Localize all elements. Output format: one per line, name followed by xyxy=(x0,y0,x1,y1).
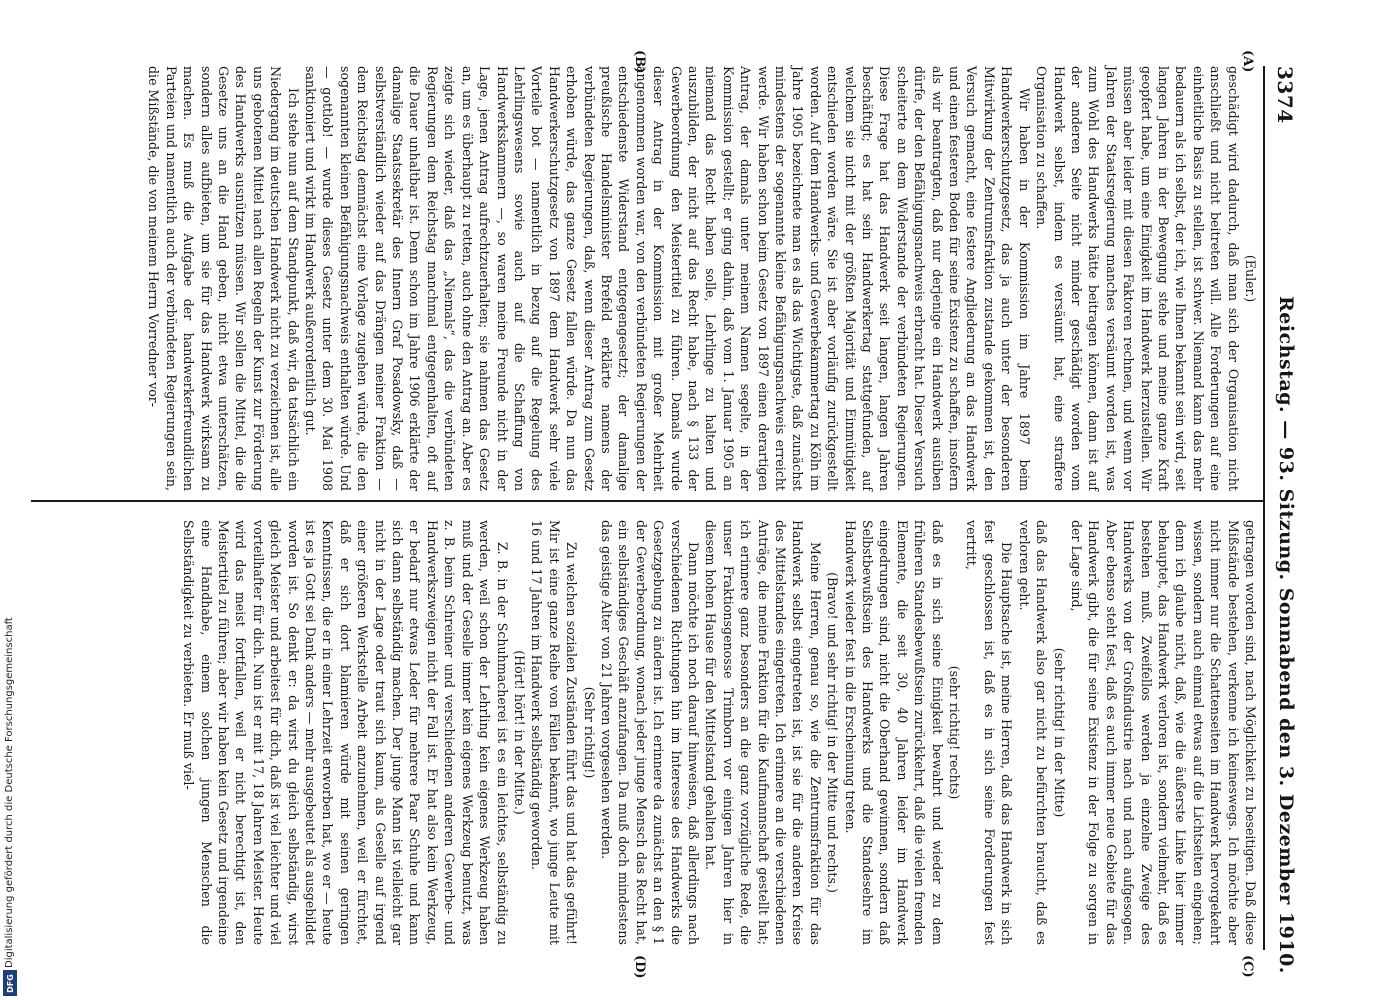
right-column xyxy=(181,520,1259,946)
margin-marker-a: (A) xyxy=(1240,50,1255,73)
margin-marker-b: (B) xyxy=(632,50,647,74)
interjection: (sehr richtig! in der Mitte) xyxy=(1051,647,1067,818)
paragraph: Dann möchte ich noch darauf hinweisen, daß allerdings nach verschiedenen Richtungen hin im Interesse des Handwerks die Gesetzgebung zu ändern ist. Ich erinnere da zunächst an den § 1 der Gewerbeordnung, wonach jeder junge Mensch das Recht hat, ein selbständiges Geschäft anzufangen. Da muß doch mindestens das geistige Alter von 21 Jahren vorgesehen werden. xyxy=(598,520,701,945)
speaker-name: (Euler.) xyxy=(1243,254,1258,303)
digitization-credit-text: Digitalisierung gefördert durch die Deutsche Forschungsgemeinschaft xyxy=(4,617,15,968)
page-header xyxy=(1263,66,1303,974)
paragraph: Zu welchen sozialen Zuständen führt das und hat das geführt! Mir ist eine ganze Reihe von Fällen bekannt, wo junge Leute mit 16 und 17 Jahren im Handwerk selbständig geworden. xyxy=(529,520,580,945)
paragraph: Z. B. in der Schuhmacherei ist es ein leichtes, selbständig zu werden, weil schon der Lehrling kein eigenes Werkzeug haben muß und der Geselle immer kein eigenes Werkzeug benutzt, was z. B. beim Schreiner und verschiedenen anderen Gewerbe- und Handwerkszweigen nicht der Fall ist. Er hat also kein Werkzeug, er bedarf nur etwas Leder für mehrere Paar Schuhe und kann sich dann selbständig machen. Der junge Mann ist vielleicht gar nicht in der Lage oder traut sich kaum, als Geselle auf irgend einer größeren Werkstelle Arbeit anzunehmen, weil er fürchtet, daß er sich dort blamieren würde mit seinen geringen Kenntnissen, die er in einer Lehrzeit erworben hat, wo er — heute ist es ja Gott sei Dank anders — mehr ausgebeutet als ausgebildet worden ist. So denkt er: da wirst du gleich selbständig, wirst gleich Meister und arbeitest für dich, daß ist viel leichter und viel vorteilhafter für dich. Nun ist er mit 17, 18 Jahren Meister. Heute wird das meist fortfallen, weil er nicht berechtigt ist, den Meistertitel zu führen; aber wir haben kein Gesetz und irgendeine eine Handhabe, einem solchen jungen Menschen die Selbständigkeit zu verbieten. Er muß viel- xyxy=(181,520,510,946)
paragraph: daß das Handwerk also gar nicht zu befürchten braucht, daß es verloren geht. xyxy=(1016,520,1050,945)
paragraph: getragen worden sind, nach Möglichkeit zu beseitigen. Daß diese Mißstände bestehen, verkenne ich keineswegs. Ich möchte aber nicht immer nur die Schattenseiten im Handwerk hervorgekehrt wissen, sondern auch einmal etwas auf die Lichtseiten eingehen; denn ich glaube nicht, daß, wie die äußerste Linke hier immer behauptet, das Handwerk verloren ist, sondern vielmehr, daß es bestehen muß. Zweifellos werden ja einzelne Zweige des Handwerks von der Großindustrie nach und nach aufgesogen. Aber ebenso steht fest, daß es auch immer neue Gebiete für das Handwerk gibt, die für seine Existenz in der Folge zu sorgen in der Lage sind, xyxy=(1068,520,1258,945)
interjection: (Sehr richtig!) xyxy=(581,686,597,779)
interjection: (Hört! hört! in der Mitte.) xyxy=(511,650,527,815)
interjection: (sehr richtig! rechts) xyxy=(947,665,963,800)
left-column xyxy=(34,66,1259,491)
running-head: Reichstag. — 93. Sitzung. Sonnabend den 3. Dezember 1910. xyxy=(1275,296,1297,974)
dfg-logo-text: DFG xyxy=(5,973,15,993)
paragraph: Ich stehe nun auf dem Standpunkt, daß wir, da tatsächlich ein Niedergang im deutschen Handwerk nicht zu verzeichnen ist, alle uns gebotenen Mittel nach allen Regeln der Kunst zur Förderung des Handwerks ausnützen müssen. Wir sollen die Mittel, die die Gesetze uns an die Hand geben, nicht etwa unterschätzen, sondern alles aufbieten, um sie für das Handwerk wirksam zu machen. Es muß die Aufgabe der handwerkerfreundlichen Parteien und namentlich auch der verbündeten Regierungen sein, die Mißstände, die von meinem Herrn Vorredner vor- xyxy=(146,66,301,491)
paragraph: Die Hauptsache ist, meine Herren, daß das Handwerk in sich fest geschlossen ist, daß es in sich seine Forderungen fest vertritt, xyxy=(964,520,1015,945)
paragraph: Wir haben in der Kommission im Jahre 1897 beim Handwerkerschutzgesetz, das ja auch unter der besonderen Mitwirkung der Zentrumsfraktion zustande gekommen ist, den Versuch gemacht, eine festere Angliederung an das Handwerk und einen festeren Boden für seine Existenz zu schaffen, insofern als wir beantragten, daß nur derjenige ein Handwerk ausüben dürfe, der den Befähigungsnachweis erbracht hat. Dieser Versuch scheiterte an dem Widerstande der verbündeten Regierungen. Diese Frage hat das Handwerk seit langen, langen Jahren beschäftigt; es hat sein Handwerkertag stattgefunden, auf welchem sie nicht mit der größten Majorität und Einmütigkeit entschieden worden wäre. Sie ist aber vorläufig zurückgestellt worden. Auf dem Handwerks- und Gewerbekammertag zu Köln im Jahre 1905 bezeichnete man es als das Wichtigste, daß zunächst mindestens der sogenannte kleine Befähigungsnachweis erreicht werde. Wir haben schon beim Gesetz von 1897 einen derartigen Antrag, der damals unter meinem Namen segelte, in der Kommission gestellt; er ging dahin, daß vom 1. Januar 1905 an niemand das Recht haben solle, Lehrlinge zu halten und auszubilden, der nicht auf das Recht habe, nach § 133 der Gewerbeordnung den Meistertitel zu führen. Damals wurde dieser Antrag in der Kommission mit großer Mehrheit angenommen worden war, von den verbündeten Regierungen der entschiedenste Widerstand entgegengesetzt; der damalige preußische Handelsminister Brefeld erklärte namens der verbündeten Regierungen, daß, wenn dieser Antrag zum Gesetz erhoben würde, das ganze Gesetz fallen würde. Da nun das Handwerkerschutzgesetz von 1897 dem Handwerk sehr viele Vorteile bot — namentlich in bezug auf die Regelung des Lehrlingswesens sowie auch auf die Schaffung von Handwerkskammern —, so waren meine Freunde nicht in der Lage, jenen Antrag aufrechtzuerhalten; sie nahmen das Gesetz an, um es überhaupt zu retten, auch ohne den Antrag an. Aber es zeigte sich wieder, daß das „Niemals“, das die verbündeten Regierungen dem Reichstag manchmal entgegenhalten, oft auf die Dauer unhaltbar ist. Denn schon im Jahre 1906 erklärte der damalige Staatssekretär des Innern Graf Posadowsky, daß — selbstverständlich wieder auf das Drängen meiner Fraktion — dem Reichstag demnächst eine Vorlage zugehen würde, die den sogenannten kleinen Befähigungsnachweis enthalten würde. Und — gottlob! — wurde dieses Gesetz unter dem 30. Mai 1908 sanktioniert und wirkt im Handwerk außerordentlich gut. xyxy=(303,66,1032,491)
margin-marker-c: (C) xyxy=(1240,955,1255,978)
paragraph: Meine Herren, genau so, wie die Zentrumsfraktion für das Handwerk selbst eingetreten ist, ist sie für die anderen Kreise des Mittelstandes eingetreten. Ich erinnere an die verschiedenen Anträge, die meine Fraktion für die Kaufmannschaft gestellt hat; ich erinnere ganz besonders an die ganz vorzügliche Rede, die unser Fraktionsgenosse Trimborn vor einigen Jahren hier in diesem hohen Hause für den Mittelstand gehalten hat. xyxy=(703,520,823,945)
column-rule xyxy=(31,500,1263,502)
header-rule xyxy=(1263,66,1265,950)
paragraph: daß es in sich seine Einigkeit bewahrt und wieder zu dem früheren Standesbewußtsein zurückkehrt, daß die vielen fremden Elemente, die seit 30, 40 Jahren leider im Handwerk eingedrungen sind, nicht die Oberhand gewinnen, sondern daß Selbstbewußtsein des Handwerks und die Standesehre im Handwerk wieder fest in die Erscheinung treten. xyxy=(842,520,945,945)
margin-marker-d: (D) xyxy=(632,955,647,979)
interjection: (Bravo! und sehr richtig! in der Mitte und rechts.) xyxy=(825,572,841,893)
paragraph: geschädigt wird dadurch, daß man sich der Organisation nicht anschließt und nicht beitreten will. Alle Forderungen auf eine einheitliche Basis zu stellen, ist schwer. Niemand kann das mehr bedauern als ich selbst, der ich, wie Ihnen bekannt sein wird, seit langen Jahren in der Bewegung stehe und meine ganze Kraft geopfert habe, um eine Einigkeit im Handwerk herzustellen. Wir müssen aber leider mit diesen Faktoren rechnen, und wenn vor Jahren der Staatsregierung manches versäumt worden ist, was zum Wohl des Handwerks hätte beitragen können, dann ist auf der anderen Seite nicht minder geschädigt worden vom Handwerk selbst, indem es versäumt hat, eine straffere Organisation zu schaffen. xyxy=(1034,66,1241,491)
page-number: 3374 xyxy=(1273,66,1297,124)
